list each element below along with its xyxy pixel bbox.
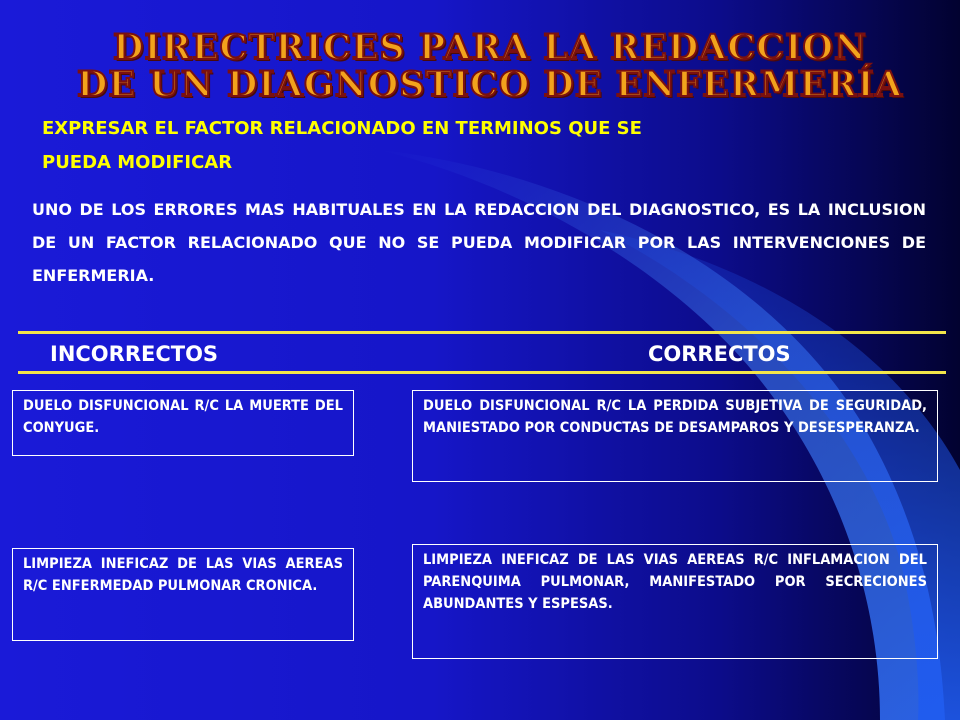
correct-example-2: LIMPIEZA INEFICAZ DE LAS VIAS AEREAS R/C INFLAMACION DEL PARENQUIMA PULMONAR, MANIFESTADO POR SECRECIONES ABUNDANTES Y ESPESAS. xyxy=(412,544,938,659)
title-line-1: DIRECTRICES PARA LA REDACCION xyxy=(113,27,867,68)
intro-paragraph: UNO DE LOS ERRORES MAS HABITUALES EN LA REDACCION DEL DIAGNOSTICO, ES LA INCLUSION DE UN FACTOR RELACIONADO QUE NO SE PUEDA MODIFICAR POR LAS INTERVENCIONES DE ENFERMERIA. xyxy=(32,200,926,285)
top-divider xyxy=(18,331,946,334)
incorrect-column-heading: INCORRECTOS xyxy=(50,342,219,366)
heading-line-1: EXPRESAR EL FACTOR RELACIONADO EN TERMINOS QUE SE xyxy=(42,118,642,139)
incorrect-example-1: DUELO DISFUNCIONAL R/C LA MUERTE DEL CONYUGE. xyxy=(12,390,354,456)
title-line-2: DE UN DIAGNOSTICO DE ENFERMERÍA xyxy=(77,64,903,105)
correct-column-heading: CORRECTOS xyxy=(648,342,791,366)
incorrect-example-2: LIMPIEZA INEFICAZ DE LAS VIAS AEREAS R/C ENFERMEDAD PULMONAR CRONICA. xyxy=(12,548,354,641)
bottom-divider xyxy=(18,371,946,374)
correct-example-1: DUELO DISFUNCIONAL R/C LA PERDIDA SUBJETIVA DE SEGURIDAD, MANIESTADO POR CONDUCTAS DE DESAMPAROS Y DESESPERANZA. xyxy=(412,390,938,482)
heading-line-2: PUEDA MODIFICAR xyxy=(42,152,233,173)
